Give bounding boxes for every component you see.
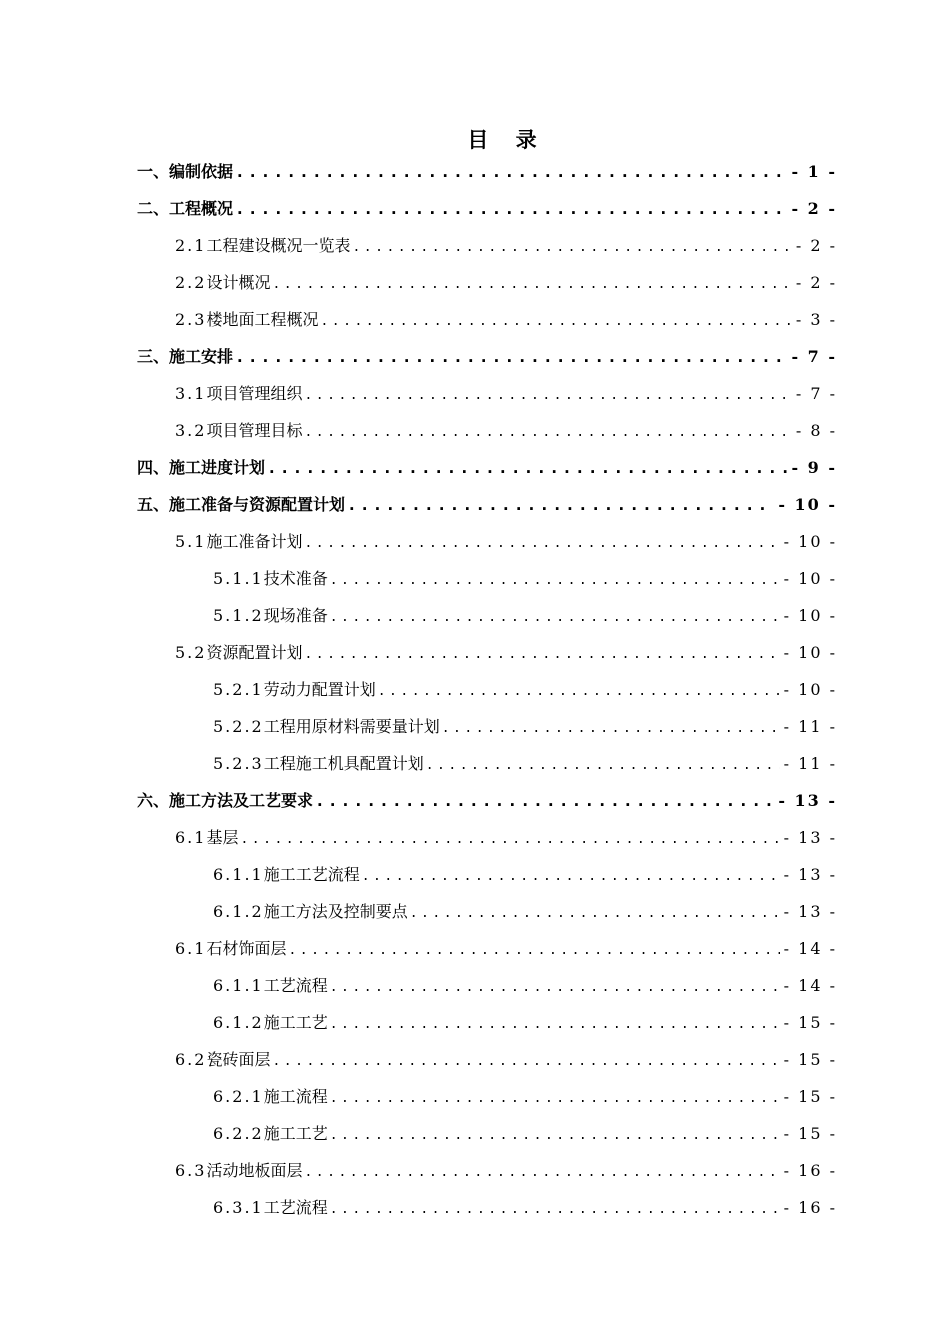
- toc-entry[interactable]: [0, 1078, 950, 1115]
- toc-dot-leader: [352, 229, 791, 266]
- toc-entry-number: 3.1: [175, 384, 207, 403]
- toc-entry-title: 基层: [206, 828, 239, 847]
- toc-entry[interactable]: [0, 338, 950, 375]
- toc-entry-title: 技术准备: [263, 569, 328, 588]
- toc-entry-number: 6.1.2: [213, 902, 264, 921]
- toc-entry-number: 6.3.1: [213, 1198, 264, 1217]
- toc-entry-number: 6.1: [175, 828, 207, 847]
- toc-entry[interactable]: [0, 597, 950, 634]
- toc-page-number: - 15 -: [783, 1087, 837, 1106]
- toc-dot-leader: [330, 1006, 780, 1043]
- toc-entry-number: 5.1.2: [213, 606, 264, 625]
- toc-entry-title: 施工工艺: [263, 1013, 328, 1032]
- toc-entry-number: 6.3: [175, 1161, 207, 1180]
- toc-entry-number: 6.1.1: [213, 976, 264, 995]
- toc-entry-number: 5.1.1: [213, 569, 264, 588]
- toc-dot-leader: [330, 599, 780, 636]
- toc-entry[interactable]: [0, 930, 950, 967]
- toc-entry[interactable]: [0, 153, 950, 190]
- toc-page-number: - 3 -: [795, 310, 837, 329]
- toc-page-number: - 10 -: [783, 606, 837, 625]
- toc-dot-leader: [320, 303, 791, 340]
- toc-dot-leader: [378, 673, 780, 710]
- toc-entry-title: 施工方法及控制要点: [263, 902, 408, 921]
- toc-page-number: - 7 -: [795, 384, 837, 403]
- toc-dot-leader: [330, 1191, 780, 1228]
- toc-entry-title: 工程建设概况一览表: [206, 236, 351, 255]
- toc-entry-number: 6.1.1: [213, 865, 264, 884]
- toc-entry-number: 6.1.2: [213, 1013, 264, 1032]
- toc-entry[interactable]: [0, 782, 950, 819]
- toc-dot-leader: [288, 932, 779, 969]
- toc-page-number: - 8 -: [795, 421, 837, 440]
- toc-entry[interactable]: [0, 1189, 950, 1226]
- toc-dot-leader: [315, 782, 774, 819]
- toc-page-number: - 1 -: [791, 162, 837, 181]
- toc-entry-number: 2.3: [175, 310, 207, 329]
- toc-entry-number: 5.2.1: [213, 680, 264, 699]
- toc-dot-leader: [426, 747, 780, 784]
- toc-entry[interactable]: [0, 634, 950, 671]
- toc-page-number: - 13 -: [778, 791, 837, 810]
- toc-entry-title: 资源配置计划: [206, 643, 303, 662]
- toc-entry-number: 5.2: [175, 643, 207, 662]
- toc-page-number: - 10 -: [783, 569, 837, 588]
- toc-dot-leader: [442, 710, 780, 747]
- toc-entry[interactable]: [0, 967, 950, 1004]
- toc-page-number: - 13 -: [783, 902, 837, 921]
- toc-page-number: - 13 -: [783, 865, 837, 884]
- toc-entry-number: 5.2.3: [213, 754, 264, 773]
- toc-entry[interactable]: [0, 1004, 950, 1041]
- toc-page-number: - 2 -: [795, 236, 837, 255]
- toc-entry[interactable]: [0, 486, 950, 523]
- toc-dot-leader: [410, 895, 780, 932]
- toc-entry-number: 5.1: [175, 532, 207, 551]
- toc-entry-title: 现场准备: [263, 606, 328, 625]
- toc-dot-leader: [235, 338, 787, 375]
- toc-entry-title: 设计概况: [206, 273, 271, 292]
- toc-entry-title: 施工流程: [263, 1087, 328, 1106]
- toc-dot-leader: [272, 1043, 779, 1080]
- toc-entry-title: 工程施工机具配置计划: [263, 754, 424, 773]
- toc-entry[interactable]: [0, 1041, 950, 1078]
- toc-dot-leader: [240, 821, 779, 858]
- toc-entry-title: 施工准备计划: [206, 532, 303, 551]
- toc-entry-title: 项目管理组织: [206, 384, 303, 403]
- toc-entry-title: 石材饰面层: [206, 939, 287, 958]
- toc-dot-leader: [304, 1154, 779, 1191]
- toc-page-number: - 10 -: [783, 643, 837, 662]
- toc-entry[interactable]: [0, 190, 950, 227]
- toc-dot-leader: [304, 525, 779, 562]
- toc-entry-title: 工艺流程: [263, 976, 328, 995]
- toc-entry-title: 六、施工方法及工艺要求: [137, 791, 314, 810]
- toc-entry-title: 施工工艺流程: [263, 865, 360, 884]
- toc-page-number: - 2 -: [795, 273, 837, 292]
- toc-entry[interactable]: [0, 449, 950, 486]
- toc-page-number: - 10 -: [783, 680, 837, 699]
- toc-entry[interactable]: [0, 523, 950, 560]
- toc-dot-leader: [304, 377, 791, 414]
- toc-page-number: - 11 -: [783, 717, 837, 736]
- toc-entry[interactable]: [0, 560, 950, 597]
- toc-entry-title: 活动地板面层: [206, 1161, 303, 1180]
- toc-dot-leader: [347, 486, 774, 523]
- toc-dot-leader: [304, 636, 779, 673]
- toc-entry-title: 四、施工进度计划: [137, 458, 266, 477]
- toc-entry[interactable]: [0, 264, 950, 301]
- toc-entry[interactable]: [0, 893, 950, 930]
- toc-entry-number: 6.2.1: [213, 1087, 264, 1106]
- toc-entry[interactable]: [0, 375, 950, 412]
- toc-entry-number: 6.1: [175, 939, 207, 958]
- toc-entry[interactable]: [0, 671, 950, 708]
- toc-page-number: - 15 -: [783, 1050, 837, 1069]
- toc-entry[interactable]: [0, 819, 950, 856]
- toc-entry[interactable]: [0, 1152, 950, 1189]
- toc-entry-title: 项目管理目标: [206, 421, 303, 440]
- toc-page-number: - 16 -: [783, 1198, 837, 1217]
- toc-entry[interactable]: [0, 1115, 950, 1152]
- toc-entry[interactable]: [0, 227, 950, 264]
- toc-dot-leader: [330, 969, 780, 1006]
- toc-entry-title: 二、工程概况: [137, 199, 234, 218]
- toc-page-number: - 9 -: [791, 458, 837, 477]
- toc-dot-leader: [235, 153, 787, 190]
- toc-entry[interactable]: [0, 412, 950, 449]
- toc-entry-title: 五、施工准备与资源配置计划: [137, 495, 346, 514]
- toc-page-number: - 15 -: [783, 1124, 837, 1143]
- toc-page-number: - 14 -: [783, 976, 837, 995]
- toc-dot-leader: [330, 1117, 780, 1154]
- toc-entry[interactable]: [0, 745, 950, 782]
- toc-entry-title: 工程用原材料需要量计划: [263, 717, 440, 736]
- toc-dot-leader: [267, 449, 787, 486]
- toc-dot-leader: [330, 562, 780, 599]
- toc-entry-title: 一、编制依据: [137, 162, 234, 181]
- toc-dot-leader: [330, 1080, 780, 1117]
- toc-entry-title: 楼地面工程概况: [206, 310, 319, 329]
- toc-page-number: - 10 -: [778, 495, 837, 514]
- toc-page-number: - 14 -: [783, 939, 837, 958]
- toc-entry-number: 5.2.2: [213, 717, 264, 736]
- toc-entry[interactable]: [0, 301, 950, 338]
- toc-dot-leader: [272, 266, 791, 303]
- toc-entry[interactable]: [0, 708, 950, 745]
- toc-entry-number: 6.2: [175, 1050, 207, 1069]
- toc-entry-title: 施工工艺: [263, 1124, 328, 1143]
- toc-title: 目 录: [467, 127, 547, 152]
- toc-entry-number: 2.1: [175, 236, 207, 255]
- toc-page-number: - 16 -: [783, 1161, 837, 1180]
- toc-entry-title: 瓷砖面层: [206, 1050, 271, 1069]
- toc-entry-title: 劳动力配置计划: [263, 680, 376, 699]
- toc-entry-number: 6.2.2: [213, 1124, 264, 1143]
- toc-entry-number: 3.2: [175, 421, 207, 440]
- toc-page-number: - 10 -: [783, 532, 837, 551]
- toc-entry[interactable]: [0, 856, 950, 893]
- toc-entry-number: 2.2: [175, 273, 207, 292]
- toc-dot-leader: [304, 414, 791, 451]
- toc-page-number: - 7 -: [791, 347, 837, 366]
- toc-page-number: - 13 -: [783, 828, 837, 847]
- toc-list: [0, 153, 950, 1226]
- toc-entry-title: 三、施工安排: [137, 347, 234, 366]
- toc-dot-leader: [235, 190, 787, 227]
- toc-entry-title: 工艺流程: [263, 1198, 328, 1217]
- toc-page-number: - 15 -: [783, 1013, 837, 1032]
- toc-page-number: - 2 -: [791, 199, 837, 218]
- toc-dot-leader: [362, 858, 780, 895]
- toc-page-number: - 11 -: [783, 754, 837, 773]
